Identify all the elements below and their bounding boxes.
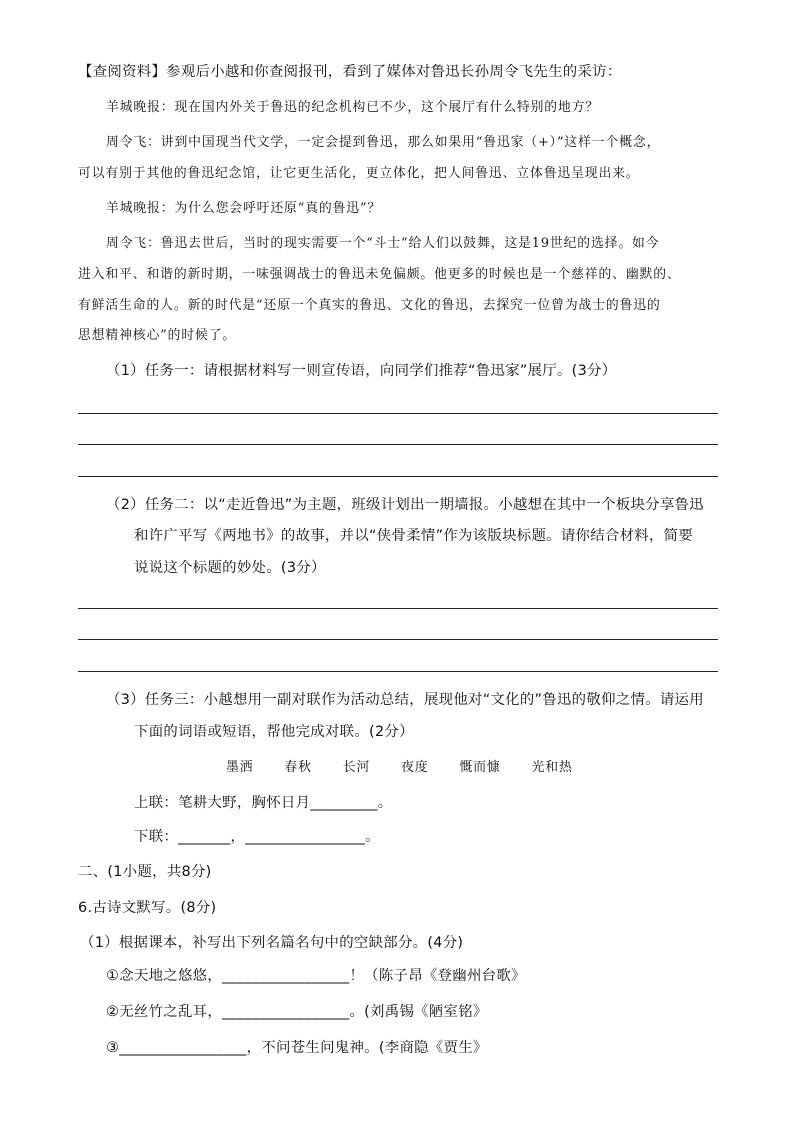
answer-line — [78, 639, 718, 640]
word-bank-item: 墨洒 — [226, 760, 254, 775]
interview-line-2: 周令飞：讲到中国现当代文学，一定会提到鲁迅，那么如果用“鲁迅家（+）”这样一个概念， — [106, 135, 661, 150]
interview-line-5: 周令飞：鲁迅去世后，当时的现实需要一个“斗士”给人们以鼓舞，这是19世纪的选择。如今 — [106, 236, 660, 251]
section-2-heading: 二、(1小题，共8分) — [78, 864, 212, 880]
question-6-heading: 6.古诗文默写。(8分) — [78, 900, 217, 916]
interview-line-7: 有鲜活生命的人。新的时代是“还原一个真实的鲁迅、文化的鲁迅，去探究一位曾为战士的鲁迅的 — [78, 298, 661, 313]
answer-line — [78, 413, 718, 414]
fill-blank-3: ③_________________，不问苍生问鬼神。(李商隐《贾生》 — [106, 1040, 488, 1056]
interview-line-4: 羊城晚报：为什么您会呼吁还原“真的鲁迅”？ — [106, 201, 382, 216]
question-6-1-prompt: （1）根据课本，补写出下列名篇名句中的空缺部分。(4分) — [80, 935, 464, 951]
task3-line-1: （3）任务三：小越想用一副对联作为活动总结，展现他对“文化的”鲁迅的敬仰之情。请运用 — [106, 692, 704, 708]
task2-line-3: 说说这个标题的妙处。(3分） — [134, 560, 326, 576]
answer-line — [78, 444, 718, 445]
interview-line-3: 可以有别于其他的鲁迅纪念馆，让它更生活化，更立体化，把人间鲁迅、立体鲁迅呈现出来。 — [78, 166, 640, 181]
word-bank-item: 光和热 — [531, 760, 573, 775]
couplet-lower: 下联：_______，________________。 — [134, 829, 380, 845]
task3-line-2: 下面的词语或短语，帮他完成对联。(2分） — [134, 724, 414, 740]
word-bank — [226, 760, 599, 775]
word-bank-item: 春秋 — [284, 760, 312, 775]
word-bank-item: 慨而慷 — [459, 760, 501, 775]
couplet-upper: 上联：笔耕大野，胸怀日月_________。 — [134, 795, 393, 811]
answer-line — [78, 671, 718, 672]
intro-line: 【查阅资料】参观后小越和你查阅报刊，看到了媒体对鲁迅长孙周令飞先生的采访： — [78, 64, 622, 80]
interview-line-8: 思想精神核心”的时候了。 — [78, 328, 237, 343]
word-bank-item: 长河 — [342, 760, 371, 775]
task1-prompt: （1）任务一：请根据材料写一则宣传语，向同学们推荐“鲁迅家”展厅。(3分） — [106, 363, 617, 379]
word-bank-item: 夜度 — [401, 760, 429, 775]
answer-line — [78, 476, 718, 477]
interview-line-6: 进入和平、和谐的新时期，一味强调战士的鲁迅未免偏颇。他更多的时候也是一个慈祥的、幽默的、 — [78, 267, 681, 282]
interview-line-1: 羊城晚报：现在国内外关于鲁迅的纪念机构已不少，这个展厅有什么特别的地方？ — [106, 100, 600, 115]
fill-blank-2: ②无丝竹之乱耳，_________________。(刘禹锡《陋室铭》 — [106, 1004, 488, 1020]
answer-line — [78, 608, 718, 609]
task2-line-1: （2）任务二：以“走近鲁迅”为主题，班级计划出一期墙报。小越想在其中一个板块分享鲁迅 — [106, 497, 704, 513]
fill-blank-1: ①念天地之悠悠，_________________！（陈子昂《登幽州台歌》 — [106, 968, 526, 984]
task2-line-2: 和许广平写《两地书》的故事，并以“侠骨柔情”作为该版块标题。请你结合材料，简要 — [134, 528, 694, 544]
